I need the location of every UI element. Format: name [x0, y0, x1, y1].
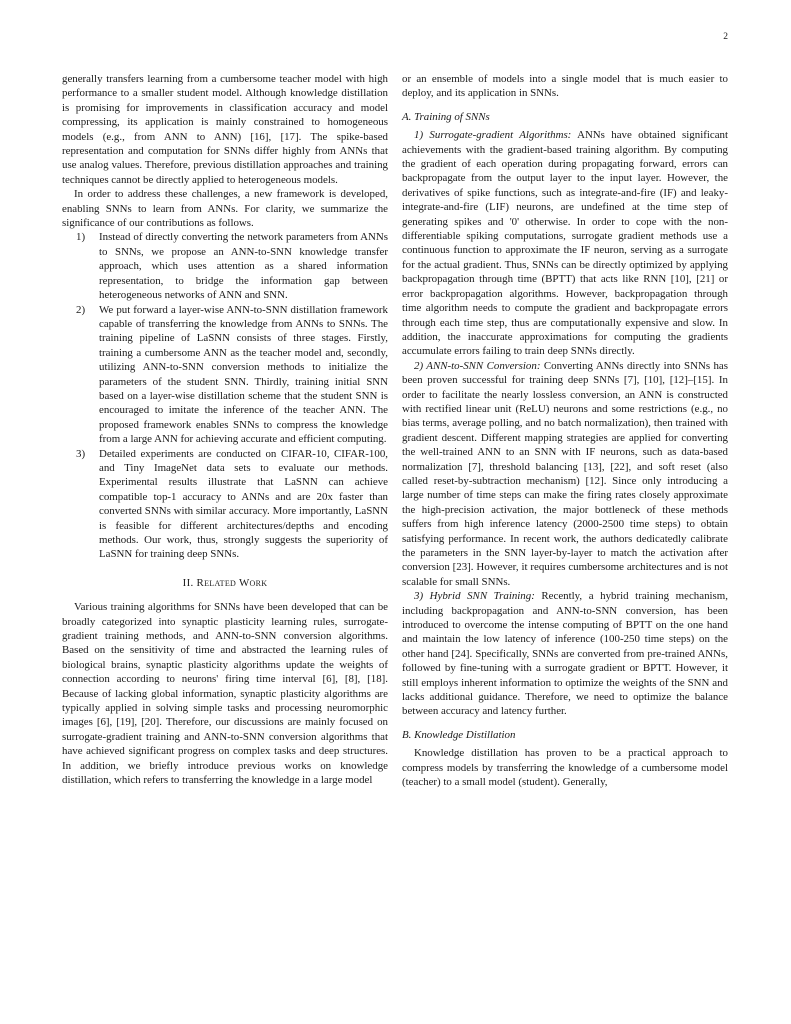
- paragraph-title: 1) Surrogate-gradient Algorithms:: [414, 129, 572, 142]
- list-text: We put forward a layer-wise ANN-to-SNN distillation framework capable of transferring the knowledge from ANNs to SNNs. The training pipeline of LaSNN consists of three stages. Firstly, training a cumbersome ANN as the teacher model and, secondly, utilizing ANN-to-SNN conversion methods to initialize the parameters of the student SNN. Thirdly, training initial SNN based on a layer-wise distillation scheme that the student SNN is encouraged to imitate the inference of the teacher ANN. The proposed framework enables SNNs to compress the knowledge from a large ANN for achieving accurate and efficient computing.: [99, 303, 388, 446]
- intro-paragraph: generally transfers learning from a cumbersome teacher model with high performance to a smaller student model. Although knowledge distillation is promising for improvements in classification accuracy and model compressing, its application is mainly constrained to homogeneous models (e.g., from ANN to ANN) [16], [17]. The spike-based representation and computation for SNNs differ highly from ANNs that use analog values. Therefore, previous distillation approaches and training techniques cannot be directly applied to heterogeneous models.: [62, 73, 388, 186]
- paragraph-text: Recently, a hybrid training mechanism, including backpropagation and ANN-to-SNN conversion, has been introduced to overcome the intense computing of BPTT on the one hand and maintain the low latency of inference (100-250 time steps) on the other hand [24]. Specifically, SNNs are converted from pre-trained ANNs, followed by fine-tuning with a surrogate gradient or BPTT. However, it still employs inherent information to optimize the weights of the SNN and lacks additional guidance. Therefore, we need to optimize the balance between accuracy and latency further.: [402, 590, 728, 718]
- list-item: [62, 303, 388, 447]
- continuation-paragraph: or an ensemble of models into a single model that is much easier to deploy, and its application in SNNs.: [402, 73, 728, 100]
- right-column: [402, 72, 728, 790]
- subsection-heading-training: A. Training of SNNs: [402, 110, 490, 123]
- surrogate-gradient-paragraph: [402, 128, 728, 359]
- conversion-paragraph: [402, 359, 728, 590]
- related-work-paragraph: Various training algorithms for SNNs have been developed that can be broadly categorized into synaptic plasticity learning rules, surrogate-gradient training methods, and ANN-to-SNN conversion algorithms. Based on the sensitivity of time and abstracted the learning rules of biological brains, synaptic plasticity algorithms update the weights of connection according to neurons' firing time interval [6], [8], [18]. Because of lacking global information, synaptic plasticity algorithms are typically applied in solving simple tasks and processing neuromorphic images [6], [19], [20]. Therefore, our discussions are mainly focused on surrogate-gradient training and ANN-to-SNN conversion algorithms that have achieved significant progress on complex tasks and deep structures. In addition, we briefly introduce previous works on knowledge distillation, which refers to transferring the knowledge in a large model: [62, 601, 388, 787]
- knowledge-distillation-paragraph: Knowledge distillation has proven to be a practical approach to compress models by transferring the knowledge of a cumbersome model (teacher) to a small model (student). Generally,: [402, 747, 728, 789]
- contributions-list: [62, 230, 388, 561]
- paragraph-text: ANNs have obtained significant achievements with the gradient-based training algorithm. By computing the gradient of each operation during propagating forward, errors can backpropagate from the output layer to the input layer. However, the derivatives of spike functions, such as integrate-and-fire (IF) and leaky-integrate-and-fire (LIF) neurons, are undefined at the time step of generating spikes and '0' otherwise. In order to cope with the non-differentiable spiking computations, surrogate gradient methods use a continuous function to approximate the IF neuron, serving as a surrogate for the actual gradient. Thus, SNNs can be directly optimized by applying backpropagation through time (BPTT) that acts like RNN [10], [21] or error backpropagation algorithms. However, backpropagation through time algorithm needs to compute the gradient and backpropagate errors through each time step, thus are computationally expensive and slow. In addition, the inaccurate approximations for computing the gradients accumulate errors failing to train deep SNNs directly.: [402, 129, 729, 358]
- paragraph-title: 3) Hybrid SNN Training:: [414, 590, 535, 603]
- page-number: 2: [723, 32, 728, 42]
- list-text: Detailed experiments are conducted on CIFAR-10, CIFAR-100, and Tiny ImageNet data sets to evaluate our methods. Experimental results illustrate that LaSNN can achieve compatible top-1 accuracy to ANNs and are 20x faster than converted SNNs with similar accuracy. More importantly, LaSNN is feasible for different architectures/depths and encoding methods. Our work, thus, strongly suggests the superiority of LaSNN for training deep SNNs.: [99, 447, 388, 561]
- list-item: [62, 447, 388, 562]
- section-heading-related-work: II. Related Work: [182, 576, 268, 589]
- paragraph-title: 2) ANN-to-SNN Conversion:: [414, 359, 541, 372]
- list-number: 2): [76, 303, 86, 316]
- list-number: 1): [76, 231, 86, 244]
- hybrid-training-paragraph: [402, 589, 728, 719]
- list-item: [62, 230, 388, 302]
- framework-paragraph: In order to address these challenges, a new framework is developed, enabling SNNs to learn from ANNs. For clarity, we summarize the significance of our contributions as follows.: [62, 188, 388, 230]
- list-text: Instead of directly converting the network parameters from ANNs to SNNs, we propose an ANN-to-SNN knowledge transfer approach, which uses attention as a shared information representation, to bridge the information gap between heterogeneous networks of ANN and SNN.: [99, 231, 388, 302]
- left-column: [62, 72, 388, 788]
- paragraph-text: Converting ANNs directly into SNNs has been proven successful for training deep SNNs [7], [10], [12]–[15]. In order to facilitate the nearly lossless conversion, an ANN is constructed with rectified linear unit (ReLU) neurons and some restrictions (e.g., no bias terms, average polling, and no batch normalization), then trained with gradient descent. Different mapping strategies are applied for converting the well-trained ANN to an SNN with IF neurons, such as data-based normalization [7], threshold balancing [13], [22], and soft reset (also called reset-by-subtraction mechanism) [12]. Since only introducing a large number of time steps can make the firing rates closely approximate the high-precision activation, the major bottleneck of these methods suffers from high inference latency (2000-2500 time steps) to obtain satisfying performance. In recent work, the authors dedicatedly calibrate the parameters in the SNN layer-by-layer to match the activation after conversion [23]. However, it requires cumbersome architectures and is not scalable for small SNNs.: [402, 359, 728, 588]
- list-number: 3): [76, 447, 86, 460]
- subsection-heading-knowledge-distillation: B. Knowledge Distillation: [402, 728, 516, 741]
